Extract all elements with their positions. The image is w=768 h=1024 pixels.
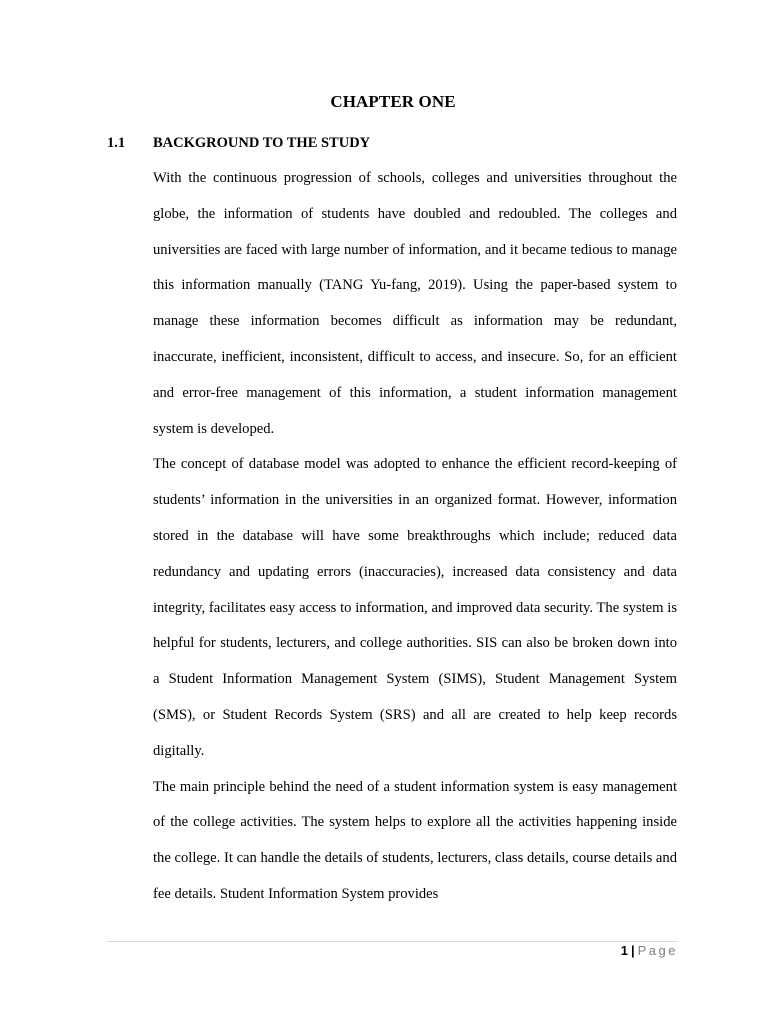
page-number-value: 1 xyxy=(620,943,628,958)
paragraph: The main principle behind the need of a student information system is easy management of the college activities. The system helps to explore all the activities happening inside the college. It can handle the details of students, lecturers, class details, course details and fee details. Student Information System provides xyxy=(153,778,677,902)
paragraph: The concept of database model was adopted to enhance the efficient record-keeping of students’ information in the universities in an organized format. However, information stored in the database will have some breakthroughs which include; reduced data redundancy and updating errors (inaccuracies), increased data consistency and data integrity, facilitates easy access to information, and improved data security. The system is helpful for students, lecturers, and college authorities. SIS can also be broken down into a Student Information Management System (SIMS), Student Management System (SMS), or Student Records System (SRS) and all are created to help keep records digitally. xyxy=(153,456,677,759)
section-heading xyxy=(107,135,370,152)
footer-divider xyxy=(107,941,678,942)
body-text xyxy=(153,161,677,913)
section-number: 1.1 xyxy=(107,135,126,151)
paragraph: With the continuous progression of schools, colleges and universities throughout the globe, the information of students have doubled and redoubled. The colleges and universities are faced with large number of information, and it became tedious to manage this information manually (TANG Yu-fang, 2019). Using the paper-based system to manage these information becomes difficult as information may be redundant, inaccurate, inefficient, inconsistent, difficult to access, and insecure. So, for an efficient and error-free management of this information, a student information management system is developed. xyxy=(153,170,677,437)
section-title: BACKGROUND TO THE STUDY xyxy=(153,135,371,151)
page-number-separator: | xyxy=(630,943,635,958)
page-number xyxy=(621,943,678,958)
page-label: Page xyxy=(637,943,678,958)
chapter-title: CHAPTER ONE xyxy=(330,92,456,111)
